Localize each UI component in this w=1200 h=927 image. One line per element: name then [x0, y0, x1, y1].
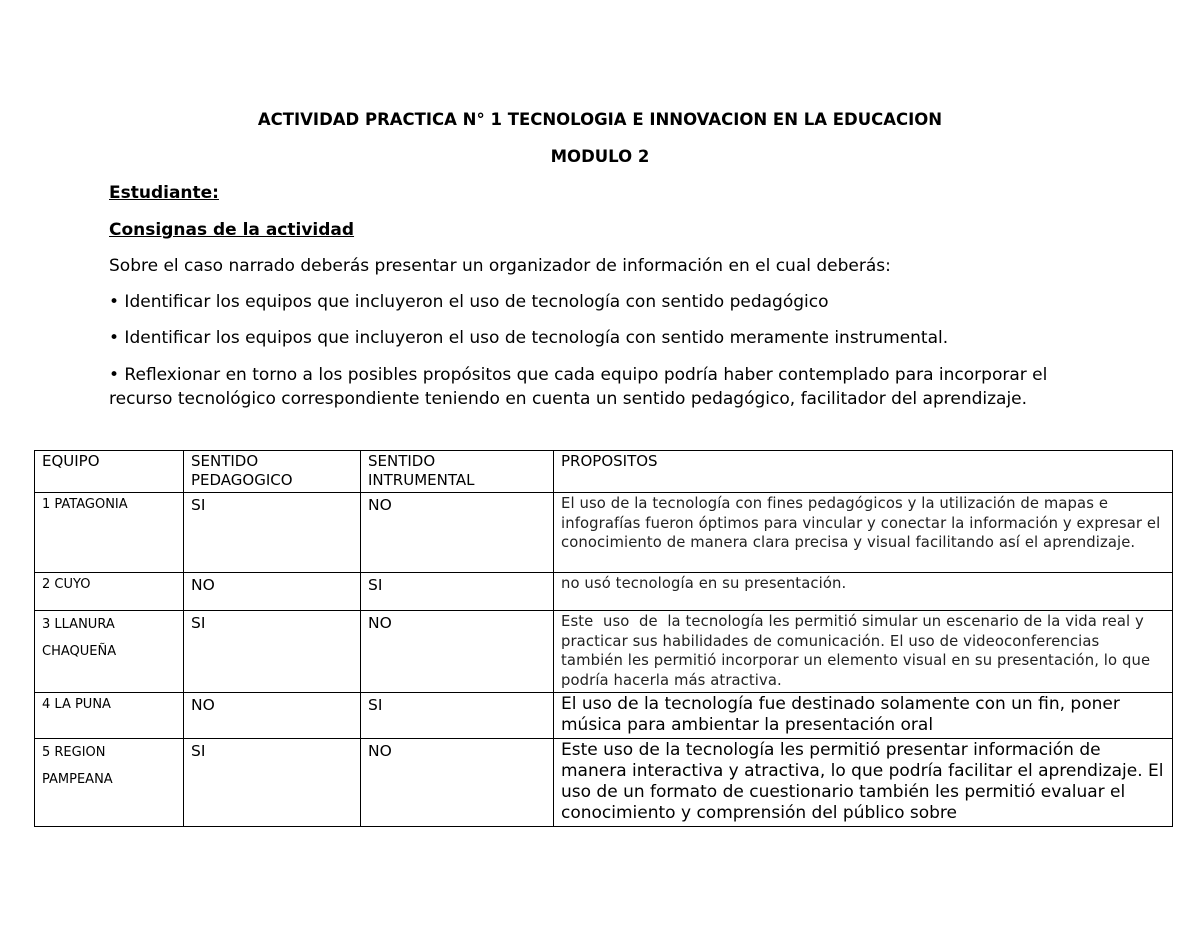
table-row: [35, 739, 1173, 827]
equipo-cell: 2 CUYO: [35, 573, 184, 611]
equipo-cell: 4 LA PUNA: [35, 693, 184, 739]
instrumental-cell: SI: [361, 693, 554, 739]
pedagogico-cell: SI: [184, 493, 361, 573]
instrumental-cell: NO: [361, 493, 554, 573]
consignas-heading: Consignas de la actividad: [109, 220, 355, 240]
table-row: [35, 611, 1173, 693]
propositos-cell: El uso de la tecnología fue destinado solamente con un fin, poner música para ambientar la presentación oral: [554, 693, 1173, 739]
document-title: ACTIVIDAD PRACTICA N° 1 TECNOLOGIA E INNOVACION EN LA EDUCACION: [257, 110, 943, 129]
table-row: [35, 493, 1173, 573]
instrumental-cell: SI: [361, 573, 554, 611]
bullet-item: • Identificar los equipos que incluyeron el uso de tecnología con sentido meramente instrumental.: [109, 328, 949, 348]
propositos-cell: Este uso de la tecnología les permitió simular un escenario de la vida real y practicar sus habilidades de comunicación. El uso de videoconferencias también les permitió incorporar un elemento visual en su presentación, lo que podría hacerla más atractiva.: [554, 611, 1173, 693]
student-label: Estudiante:: [109, 183, 219, 203]
equipo-cell: 5 REGION PAMPEANA: [35, 739, 184, 827]
equipo-cell: 1 PATAGONIA: [35, 493, 184, 573]
intro-text: Sobre el caso narrado deberás presentar un organizador de información en el cual deberás:: [109, 256, 891, 276]
pedagogico-cell: SI: [184, 611, 361, 693]
table-row: [35, 573, 1173, 611]
bullet-item: • Reflexionar en torno a los posibles propósitos que cada equipo podría haber contemplado para incorporar el recurso tecnológico correspondiente teniendo en cuenta un sentido pedagógico, facilitador del aprendizaje.: [109, 365, 1048, 409]
document-subtitle: MODULO 2: [550, 147, 650, 166]
instrumental-cell: NO: [361, 739, 554, 827]
header-cell: SENTIDO INTRUMENTAL: [361, 451, 554, 493]
teams-table: [34, 450, 1173, 827]
table-header-row: [35, 451, 1173, 493]
pedagogico-cell: SI: [184, 739, 361, 827]
bullet-item: • Identificar los equipos que incluyeron el uso de tecnología con sentido pedagógico: [109, 292, 829, 312]
propositos-cell: Este uso de la tecnología les permitió presentar información de manera interactiva y atractiva, lo que podría facilitar el aprendizaje. El uso de un formato de cuestionario también les permitió evaluar el conocimiento y comprensión del público sobre: [554, 739, 1173, 827]
pedagogico-cell: NO: [184, 573, 361, 611]
header-cell: SENTIDO PEDAGOGICO: [184, 451, 361, 493]
equipo-cell: 3 LLANURA CHAQUEÑA: [35, 611, 184, 693]
header-cell: PROPOSITOS: [554, 451, 1173, 493]
instrumental-cell: NO: [361, 611, 554, 693]
propositos-cell: no usó tecnología en su presentación.: [554, 573, 1173, 611]
header-cell: EQUIPO: [35, 451, 184, 493]
propositos-cell: El uso de la tecnología con fines pedagógicos y la utilización de mapas e infografías fueron óptimos para vincular y conectar la información y expresar el conocimiento de manera clara precisa y visual facilitando así el aprendizaje.: [554, 493, 1173, 573]
pedagogico-cell: NO: [184, 693, 361, 739]
table-row: [35, 693, 1173, 739]
